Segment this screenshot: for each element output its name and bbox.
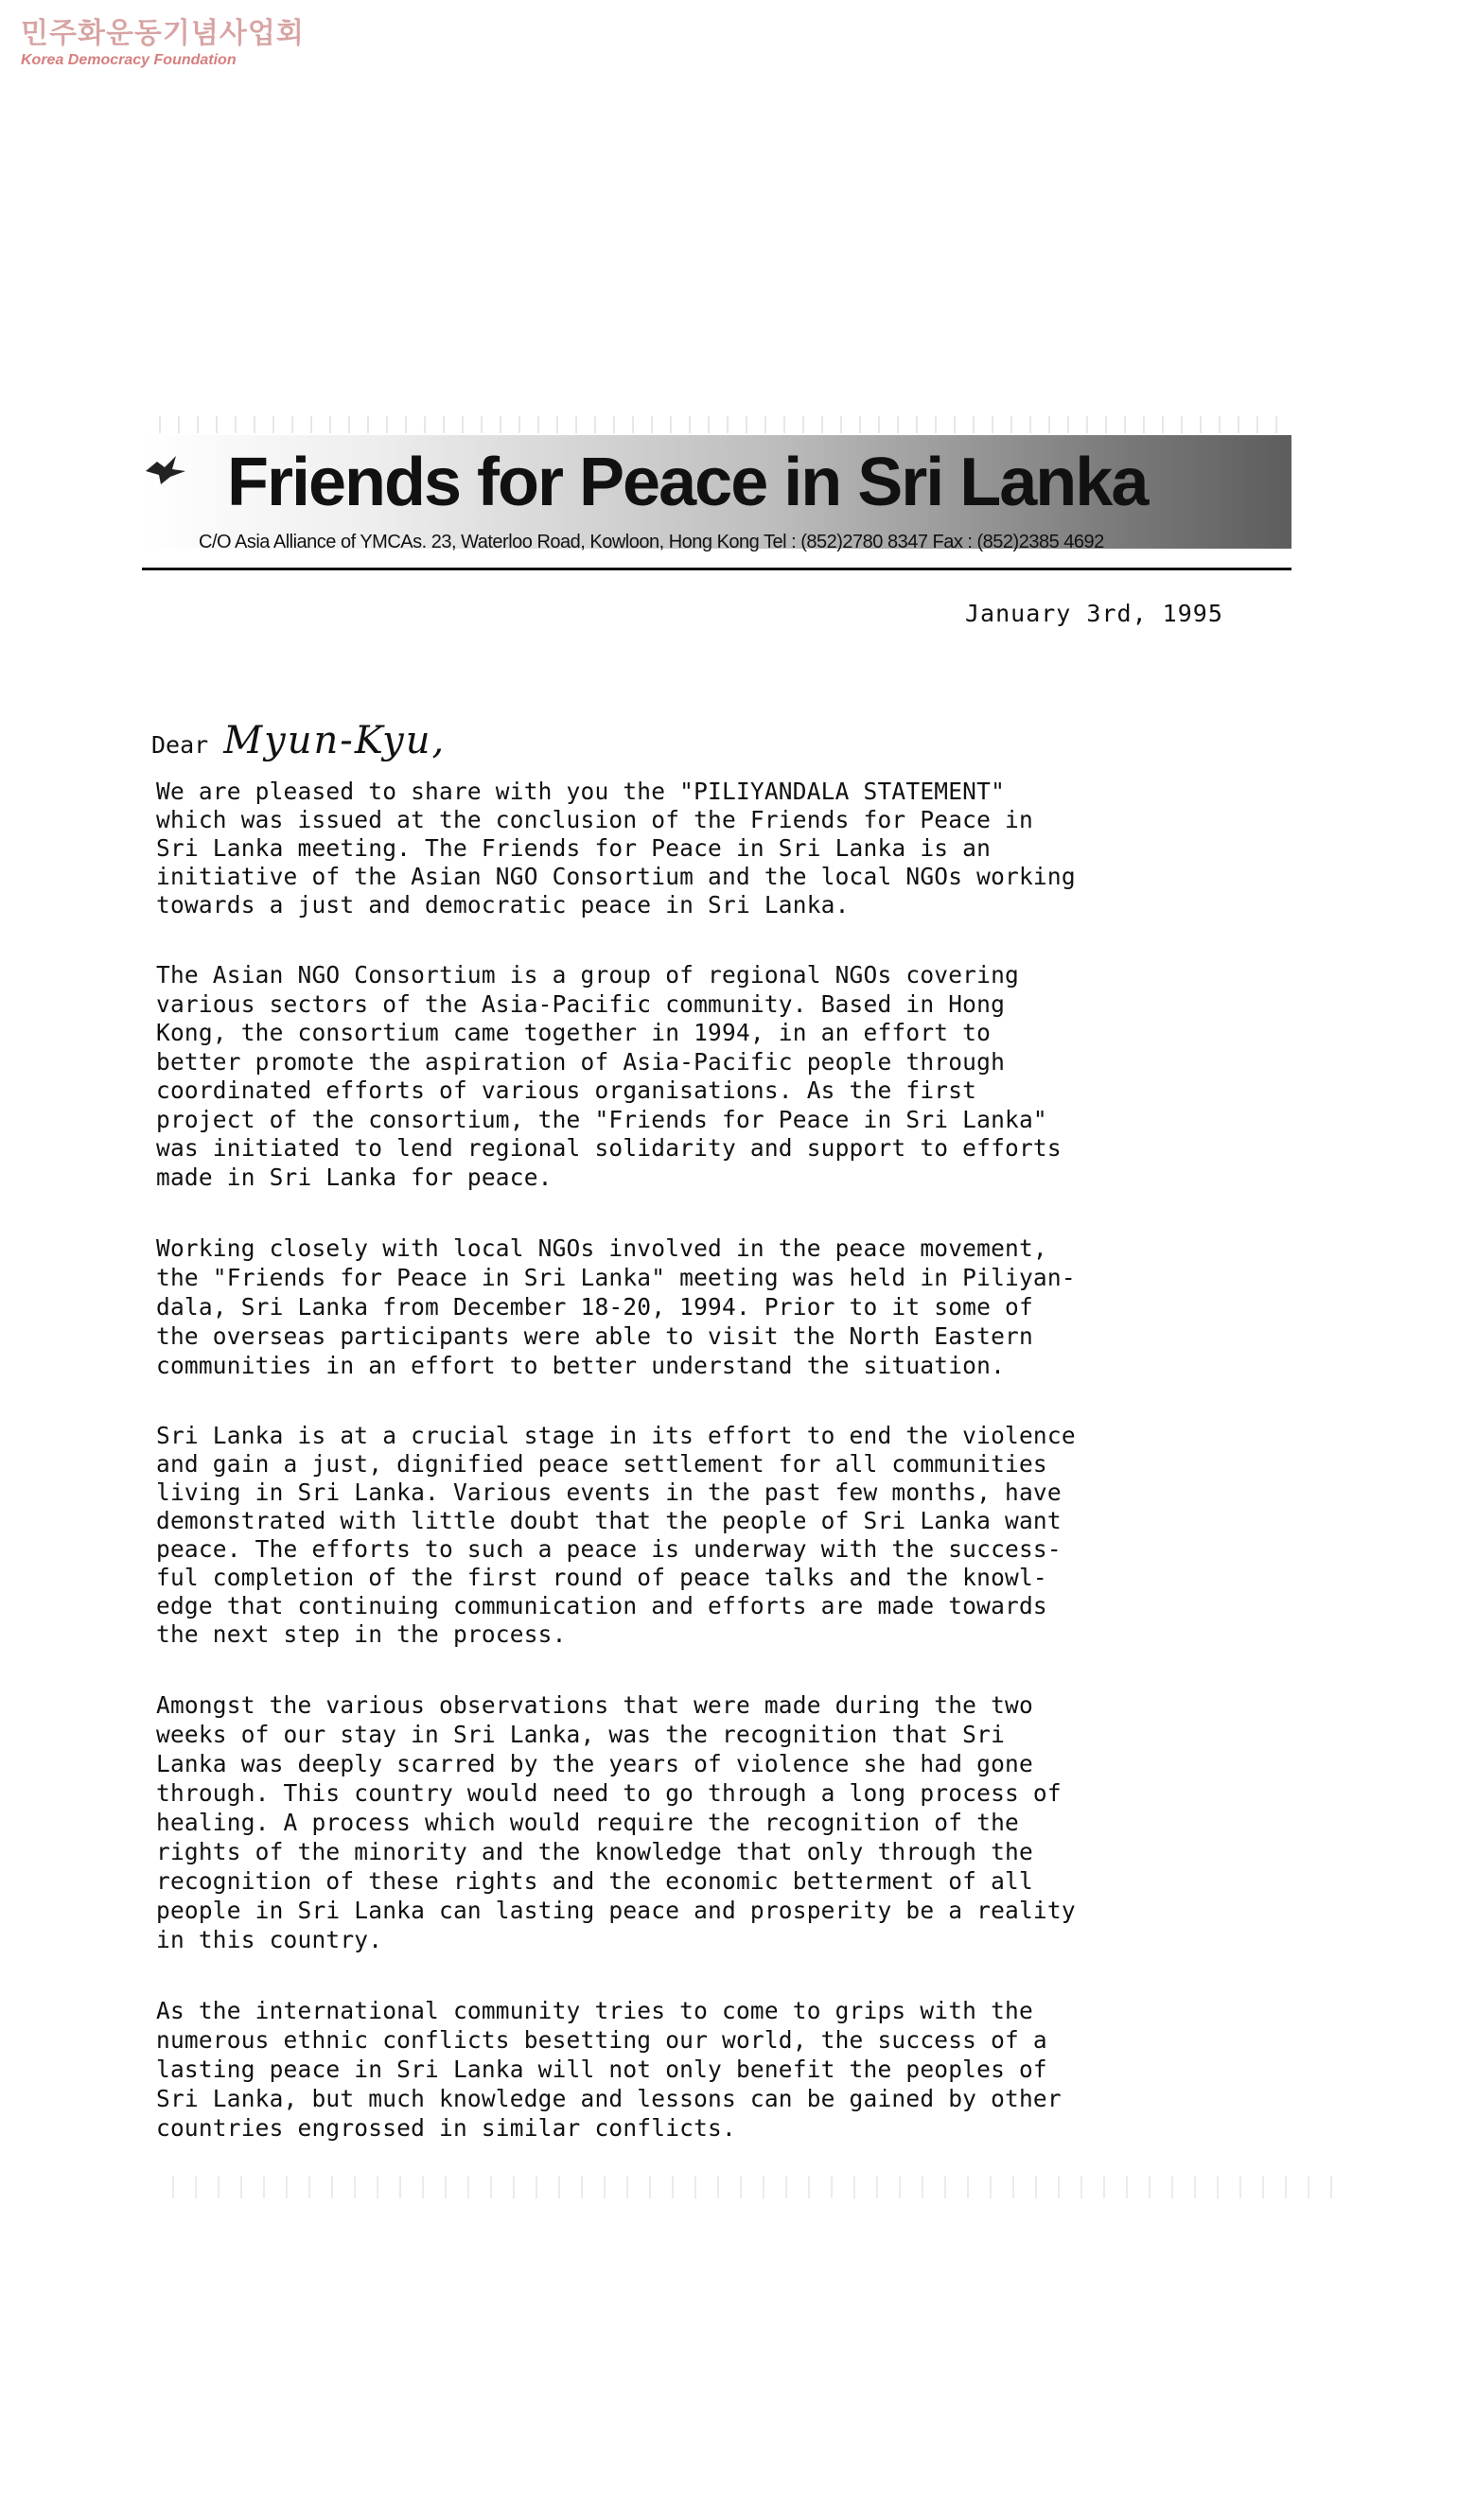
text-line: which was issued at the conclusion of the Friends for Peace in [156,806,1033,833]
watermark-korean: 민주화운동기념사업회 [21,17,305,50]
letterhead-title: Friends for Peace in Sri Lanka [227,445,1148,520]
text-line: countries engrossed in similar conflicts. [156,2114,736,2142]
text-line: Kong, the consortium came together in 1994, in an effort to [156,1019,992,1046]
watermark-english: Korea Democracy Foundation [21,52,237,68]
paragraph-1 [156,778,1291,919]
text-line: people in Sri Lanka can lasting peace and prosperity be a reality [156,1897,1076,1924]
text-line: better promote the aspiration of Asia-Pacific people through [156,1047,1006,1076]
text-line: living in Sri Lanka. Various events in the past few months, have [156,1479,1062,1506]
text-line: made in Sri Lanka for peace. [156,1163,553,1191]
watermark [21,17,324,70]
text-line: As the international community tries to come to grips with the [156,1997,1033,2024]
text-line: Sri Lanka meeting. The Friends for Peace in Sri Lanka is an [156,834,992,862]
text-line: ful completion of the first round of peace talks and the knowl- [156,1564,1047,1591]
text-line: initiative of the Asian NGO Consortium and the local NGOs working [156,863,1076,890]
text-line: demonstrated with little doubt that the people of Sri Lanka want [156,1507,1062,1534]
text-line: in this country. [156,1926,383,1953]
text-line: communities in an effort to better understand the situation. [156,1352,1006,1379]
text-line: weeks of our stay in Sri Lanka, was the recognition that Sri [156,1721,1006,1748]
paragraph-4 [156,1422,1291,1649]
text-line: recognition of these rights and the economic betterment of all [156,1867,1033,1895]
text-line: and gain a just, dignified peace settlement for all communities [156,1450,1047,1478]
text-line: the overseas participants were able to visit the North Eastern [156,1322,1033,1350]
text-line: healing. A process which would require the recognition of the [156,1809,1019,1836]
handwritten-name: Myun-Kyu, [223,719,447,762]
text-line: various sectors of the Asia-Pacific community. Based in Hong [156,989,1006,1018]
text-line: through. This country would need to go through a long process of [156,1779,1062,1807]
text-line: the "Friends for Peace in Sri Lanka" meeting was held in Piliyan- [156,1264,1076,1291]
dove-icon [144,452,187,488]
text-line: peace. The efforts to such a peace is underway with the success- [156,1535,1062,1563]
text-line: edge that continuing communication and efforts are made towards [156,1592,1047,1619]
paragraph-3 [156,1234,1291,1380]
paragraph-5 [156,1690,1291,1954]
text-line: was initiated to lend regional solidarity and support to efforts [156,1134,1062,1162]
salutation-text: Dear [151,731,209,759]
salutation [151,719,446,762]
text-line: Amongst the various observations that were made during the two [156,1691,1033,1719]
text-line: numerous ethnic conflicts besetting our world, the success of a [156,2026,1047,2054]
text-line: dala, Sri Lanka from December 18-20, 1994. Prior to it some of [156,1293,1033,1321]
text-line: coordinated efforts of various organisations. As the first [156,1076,977,1104]
text-line: Working closely with local NGOs involved in the peace movement, [156,1234,1047,1262]
letter-date: January 3rd, 1995 [965,600,1223,627]
paragraph-6 [156,1996,1291,2143]
text-line: The Asian NGO Consortium is a group of regional NGOs covering [156,961,1019,989]
letterhead [142,416,1291,570]
text-line: We are pleased to share with you the "PILIYANDALA STATEMENT" [156,778,1006,805]
text-line: the next step in the process. [156,1620,567,1648]
text-line: lasting peace in Sri Lanka will not only benefit the peoples of [156,2056,1047,2083]
text-line: project of the consortium, the "Friends for Peace in Sri Lanka" [156,1105,1047,1133]
letterhead-address: C/O Asia Alliance of YMCAs. 23, Waterloo Road, Kowloon, Hong Kong Tel : (852)2780 8347 Fax : (852)2385 4692 [199,532,1104,552]
text-line: rights of the minority and the knowledge that only through the [156,1838,1033,1865]
letter-body [156,778,1291,2184]
text-line: Sri Lanka is at a crucial stage in its effort to end the violence [156,1422,1076,1449]
text-line: Sri Lanka, but much knowledge and lessons can be gained by other [156,2085,1062,2112]
paragraph-2 [156,961,1291,1192]
text-line: Lanka was deeply scarred by the years of violence she had gone [156,1750,1033,1777]
text-line: towards a just and democratic peace in Sri Lanka. [156,891,850,919]
scan-noise-bottom [151,2176,1334,2198]
letterhead-scan-noise [142,416,1291,433]
